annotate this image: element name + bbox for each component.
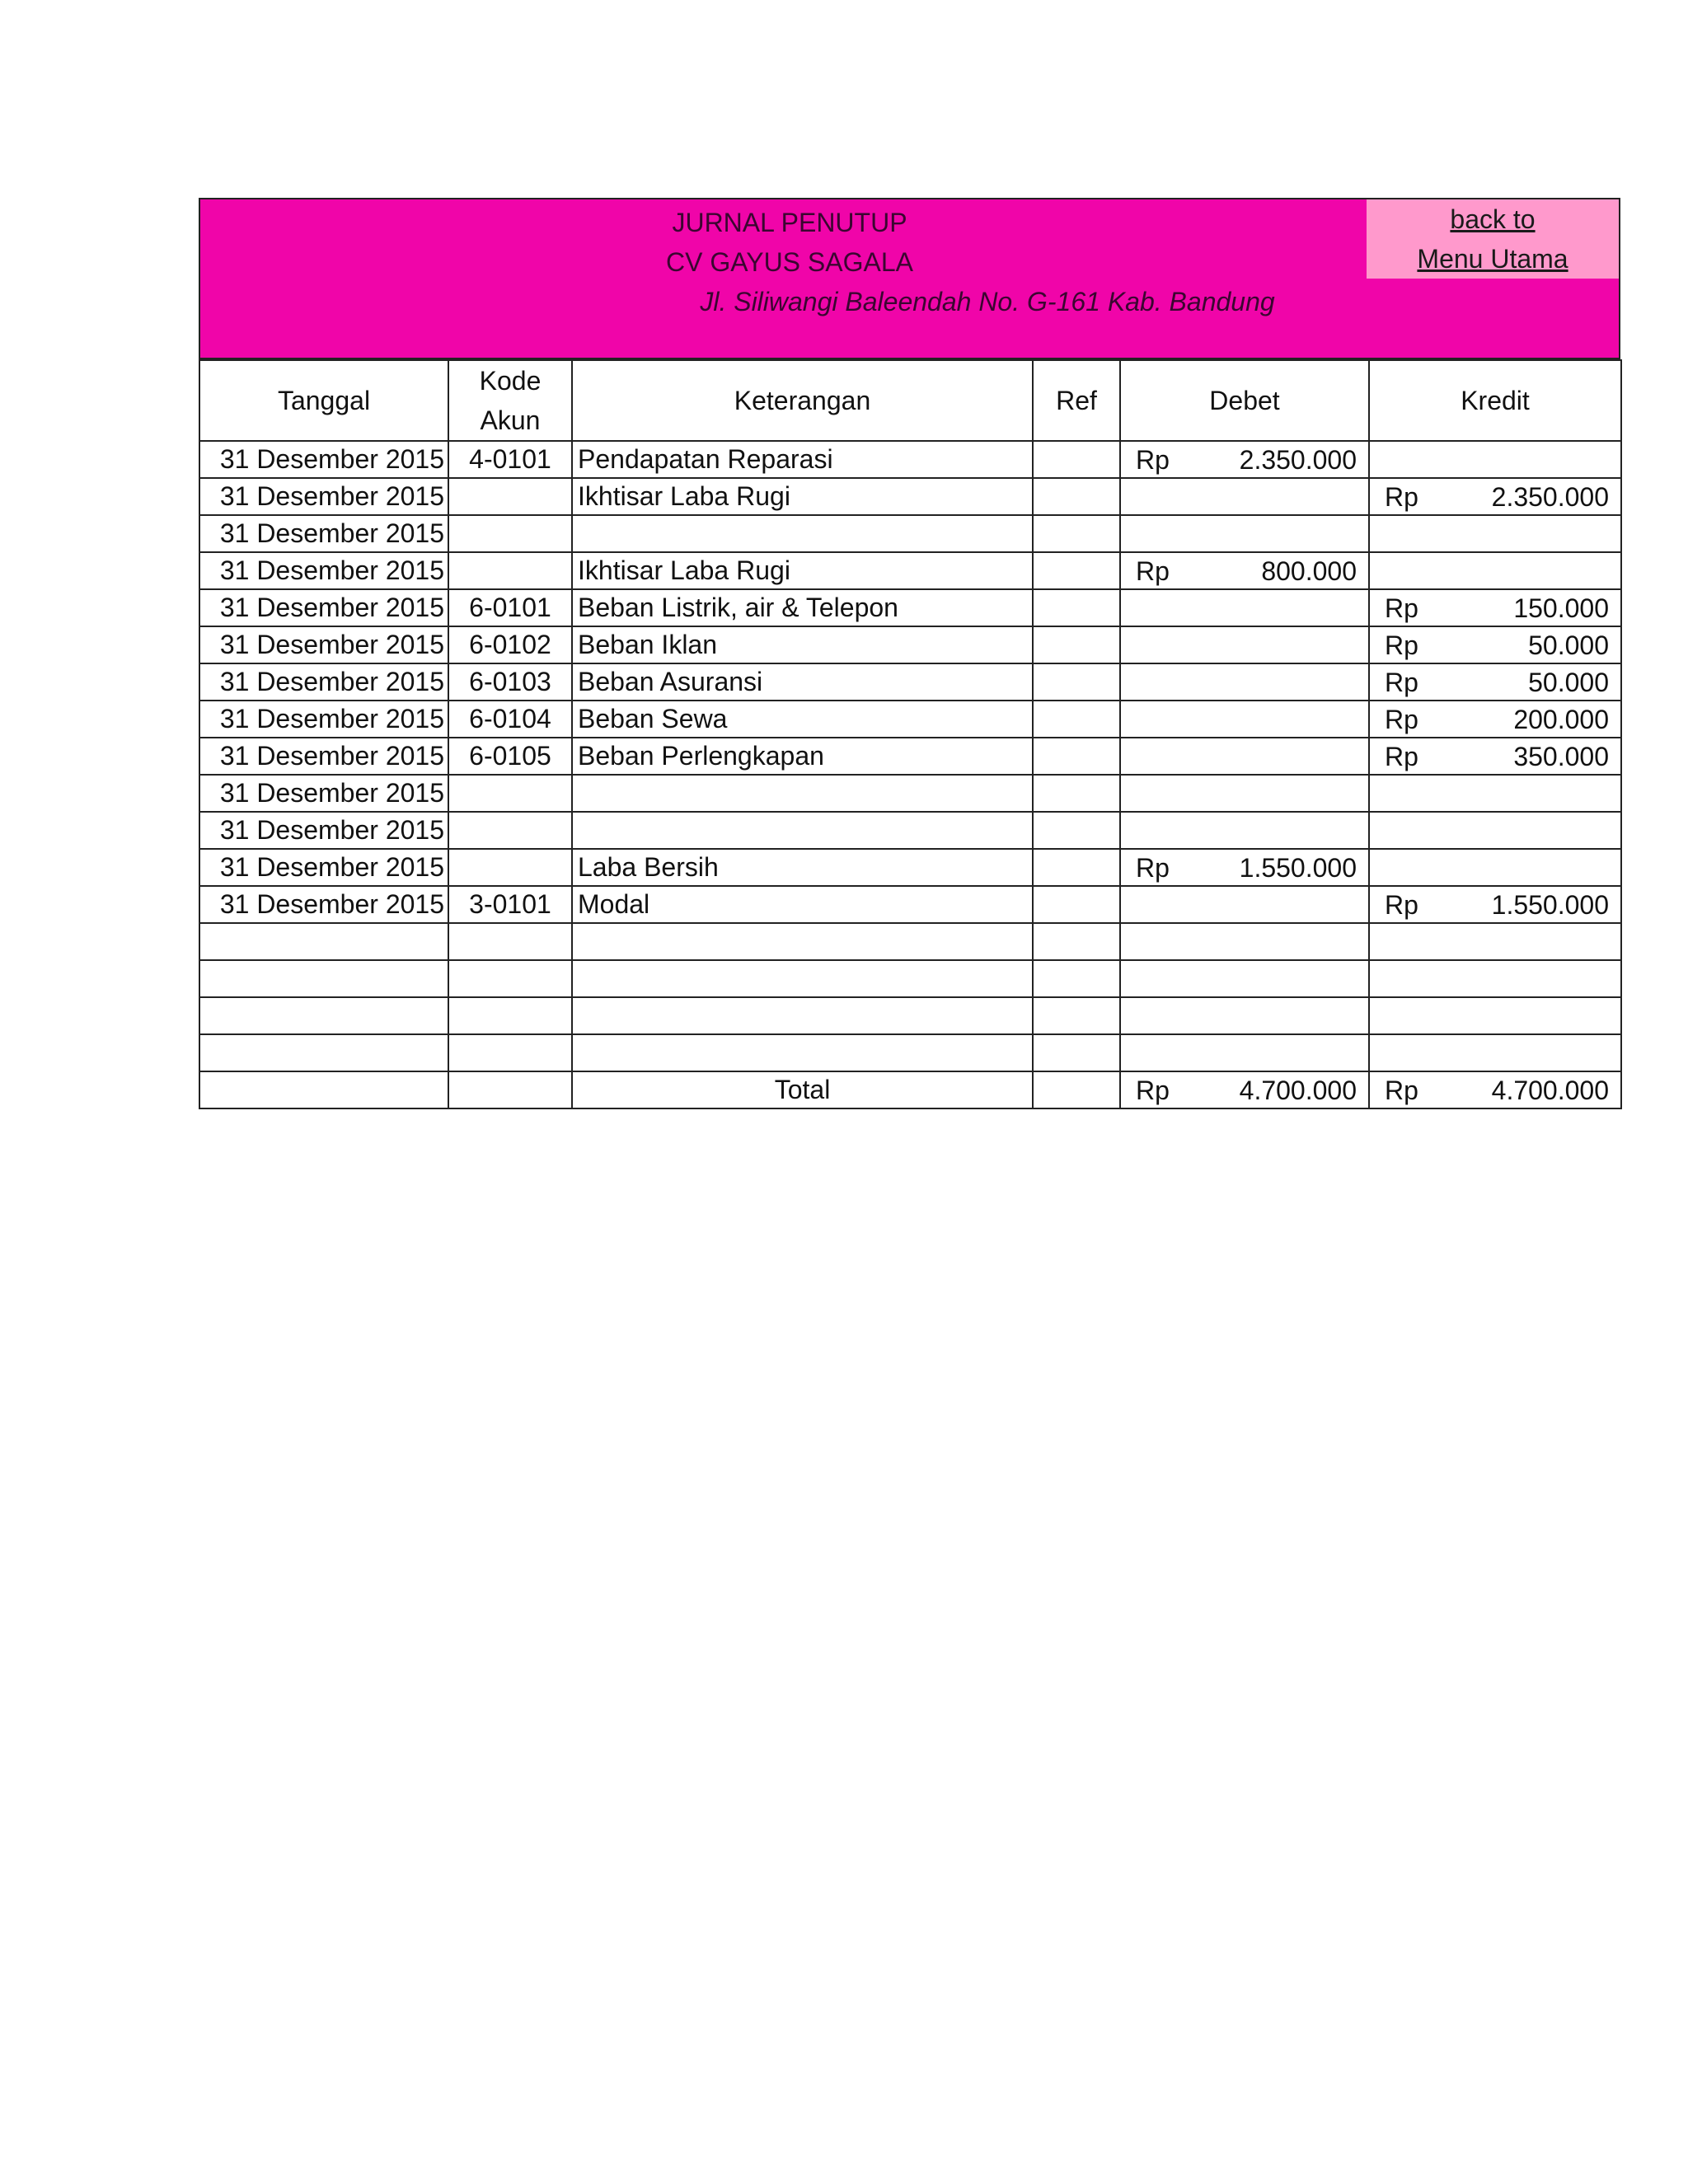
kredit-amount: 50.000 xyxy=(1528,668,1609,697)
back-link-line1: back to xyxy=(1450,204,1536,234)
cell-kode xyxy=(448,775,572,812)
table-row xyxy=(199,701,1621,738)
col-header-kode-akun xyxy=(448,360,572,441)
cell-kode xyxy=(448,812,572,849)
kredit-currency: Rp xyxy=(1385,482,1418,512)
cell-keterangan: Ikhtisar Laba Rugi xyxy=(572,478,1033,515)
cell-debet xyxy=(1120,1034,1369,1071)
cell-debet xyxy=(1120,775,1369,812)
cell-kredit xyxy=(1369,1034,1621,1071)
cell-keterangan xyxy=(572,997,1033,1034)
cell-tanggal xyxy=(199,923,448,960)
cell-ref xyxy=(1033,923,1120,960)
cell-debet xyxy=(1120,626,1369,663)
cell-kredit xyxy=(1369,923,1621,960)
cell-tanggal: 31 Desember 2015 xyxy=(199,775,448,812)
cell-keterangan xyxy=(572,775,1033,812)
cell-tanggal: 31 Desember 2015 xyxy=(199,552,448,589)
cell-kode: 6-0104 xyxy=(448,701,572,738)
cell-debet xyxy=(1120,886,1369,923)
cell-tanggal xyxy=(199,1034,448,1071)
col-header-kredit: Kredit xyxy=(1369,360,1621,441)
cell-kredit xyxy=(1369,663,1621,701)
cell-kode xyxy=(448,478,572,515)
cell-keterangan xyxy=(572,960,1033,997)
cell-debet xyxy=(1120,441,1369,478)
cell-kredit xyxy=(1369,589,1621,626)
cell-kredit xyxy=(1369,441,1621,478)
cell-ref xyxy=(1033,701,1120,738)
cell-tanggal: 31 Desember 2015 xyxy=(199,515,448,552)
cell-tanggal: 31 Desember 2015 xyxy=(199,738,448,775)
table-row xyxy=(199,960,1621,997)
cell-debet xyxy=(1120,552,1369,589)
cell-kode: 3-0101 xyxy=(448,886,572,923)
table-row xyxy=(199,812,1621,849)
back-link-line2: Menu Utama xyxy=(1417,244,1568,274)
cell-keterangan: Beban Asuransi xyxy=(572,663,1033,701)
cell-ref xyxy=(1033,849,1120,886)
cell-tanggal: 31 Desember 2015 xyxy=(199,589,448,626)
cell-kredit xyxy=(1369,701,1621,738)
cell-keterangan xyxy=(572,515,1033,552)
kredit-currency: Rp xyxy=(1385,705,1418,734)
cell-ref xyxy=(1033,997,1120,1034)
table-row xyxy=(199,923,1621,960)
cell-kode: 6-0105 xyxy=(448,738,572,775)
cell-kredit xyxy=(1369,997,1621,1034)
kredit-currency: Rp xyxy=(1385,668,1418,697)
table-header-row xyxy=(199,360,1621,441)
cell-tanggal: 31 Desember 2015 xyxy=(199,849,448,886)
table-row xyxy=(199,626,1621,663)
cell-ref xyxy=(1033,663,1120,701)
kredit-amount: 50.000 xyxy=(1528,630,1609,660)
company-name: CV GAYUS SAGALA xyxy=(666,247,913,277)
col-header-tanggal: Tanggal xyxy=(199,360,448,441)
cell-keterangan: Beban Listrik, air & Telepon xyxy=(572,589,1033,626)
cell-kode xyxy=(448,1071,572,1108)
col-header-ref: Ref xyxy=(1033,360,1120,441)
cell-tanggal: 31 Desember 2015 xyxy=(199,812,448,849)
cell-kredit xyxy=(1369,552,1621,589)
cell-debet xyxy=(1120,997,1369,1034)
debet-currency: Rp xyxy=(1136,1076,1170,1105)
cell-kode xyxy=(448,960,572,997)
cell-kode xyxy=(448,849,572,886)
journal-sheet xyxy=(199,198,1620,1109)
cell-kredit xyxy=(1369,626,1621,663)
cell-debet xyxy=(1120,849,1369,886)
cell-kredit xyxy=(1369,960,1621,997)
total-kredit-amount: 4.700.000 xyxy=(1491,1076,1609,1105)
table-row xyxy=(199,775,1621,812)
kredit-currency: Rp xyxy=(1385,593,1418,623)
cell-ref xyxy=(1033,478,1120,515)
cell-debet xyxy=(1120,701,1369,738)
cell-kode: 6-0103 xyxy=(448,663,572,701)
kredit-amount: 2.350.000 xyxy=(1491,482,1609,512)
cell-ref xyxy=(1033,960,1120,997)
total-label: Total xyxy=(572,1071,1033,1108)
cell-kredit xyxy=(1369,812,1621,849)
cell-ref xyxy=(1033,886,1120,923)
cell-keterangan xyxy=(572,1034,1033,1071)
cell-kode: 6-0102 xyxy=(448,626,572,663)
table-row xyxy=(199,515,1621,552)
table-row xyxy=(199,997,1621,1034)
cell-kode: 4-0101 xyxy=(448,441,572,478)
cell-debet xyxy=(1120,923,1369,960)
cell-tanggal: 31 Desember 2015 xyxy=(199,701,448,738)
debet-currency: Rp xyxy=(1136,445,1170,475)
kredit-currency: Rp xyxy=(1385,630,1418,660)
cell-tanggal: 31 Desember 2015 xyxy=(199,478,448,515)
col-header-debet: Debet xyxy=(1120,360,1369,441)
cell-keterangan: Beban Perlengkapan xyxy=(572,738,1033,775)
cell-kode xyxy=(448,552,572,589)
cell-kredit xyxy=(1369,775,1621,812)
cell-debet xyxy=(1120,478,1369,515)
table-row xyxy=(199,738,1621,775)
cell-keterangan: Pendapatan Reparasi xyxy=(572,441,1033,478)
col-header-kode-line2: Akun xyxy=(480,405,541,435)
total-debet xyxy=(1120,1071,1369,1108)
cell-kode xyxy=(448,515,572,552)
cell-debet xyxy=(1120,589,1369,626)
cell-keterangan xyxy=(572,923,1033,960)
cell-ref xyxy=(1033,775,1120,812)
table-row xyxy=(199,589,1621,626)
cell-debet xyxy=(1120,515,1369,552)
back-to-menu-link[interactable] xyxy=(1367,199,1619,279)
cell-debet xyxy=(1120,812,1369,849)
cell-keterangan: Beban Iklan xyxy=(572,626,1033,663)
journal-table xyxy=(199,359,1622,1109)
col-header-kode-line1: Kode xyxy=(479,366,542,396)
cell-kode xyxy=(448,1034,572,1071)
cell-debet xyxy=(1120,960,1369,997)
debet-amount: 2.350.000 xyxy=(1239,445,1357,475)
cell-kode xyxy=(448,923,572,960)
cell-kredit xyxy=(1369,738,1621,775)
cell-ref xyxy=(1033,552,1120,589)
debet-currency: Rp xyxy=(1136,556,1170,586)
table-row xyxy=(199,849,1621,886)
kredit-amount: 1.550.000 xyxy=(1491,890,1609,920)
cell-tanggal xyxy=(199,1071,448,1108)
kredit-currency: Rp xyxy=(1385,890,1418,920)
table-row xyxy=(199,886,1621,923)
cell-ref xyxy=(1033,1034,1120,1071)
cell-kredit xyxy=(1369,849,1621,886)
debet-amount: 1.550.000 xyxy=(1239,853,1357,883)
table-row xyxy=(199,663,1621,701)
cell-keterangan: Laba Bersih xyxy=(572,849,1033,886)
cell-ref xyxy=(1033,812,1120,849)
debet-currency: Rp xyxy=(1136,853,1170,883)
cell-tanggal: 31 Desember 2015 xyxy=(199,886,448,923)
kredit-currency: Rp xyxy=(1385,1076,1418,1105)
table-row xyxy=(199,552,1621,589)
debet-amount: 800.000 xyxy=(1261,556,1357,586)
cell-tanggal: 31 Desember 2015 xyxy=(199,663,448,701)
cell-tanggal: 31 Desember 2015 xyxy=(199,626,448,663)
total-kredit xyxy=(1369,1071,1621,1108)
cell-ref xyxy=(1033,738,1120,775)
cell-debet xyxy=(1120,738,1369,775)
cell-debet xyxy=(1120,663,1369,701)
kredit-amount: 150.000 xyxy=(1513,593,1609,623)
kredit-currency: Rp xyxy=(1385,742,1418,771)
total-debet-amount: 4.700.000 xyxy=(1239,1076,1357,1105)
cell-ref xyxy=(1033,589,1120,626)
cell-ref xyxy=(1033,1071,1120,1108)
table-row xyxy=(199,478,1621,515)
cell-tanggal xyxy=(199,997,448,1034)
cell-keterangan: Modal xyxy=(572,886,1033,923)
cell-keterangan xyxy=(572,812,1033,849)
page-title: JURNAL PENUTUP xyxy=(672,208,907,237)
cell-tanggal xyxy=(199,960,448,997)
table-row xyxy=(199,441,1621,478)
kredit-amount: 200.000 xyxy=(1513,705,1609,734)
cell-ref xyxy=(1033,626,1120,663)
col-header-keterangan: Keterangan xyxy=(572,360,1033,441)
cell-kode xyxy=(448,997,572,1034)
cell-tanggal: 31 Desember 2015 xyxy=(199,441,448,478)
header-band xyxy=(199,198,1620,359)
cell-keterangan: Ikhtisar Laba Rugi xyxy=(572,552,1033,589)
cell-kode: 6-0101 xyxy=(448,589,572,626)
cell-kredit xyxy=(1369,515,1621,552)
table-row xyxy=(199,1034,1621,1071)
cell-kredit xyxy=(1369,478,1621,515)
company-address: Jl. Siliwangi Baleendah No. G-161 Kab. Bandung xyxy=(700,287,1275,316)
total-row xyxy=(199,1071,1621,1108)
kredit-amount: 350.000 xyxy=(1513,742,1609,771)
cell-ref xyxy=(1033,441,1120,478)
cell-kredit xyxy=(1369,886,1621,923)
cell-ref xyxy=(1033,515,1120,552)
cell-keterangan: Beban Sewa xyxy=(572,701,1033,738)
